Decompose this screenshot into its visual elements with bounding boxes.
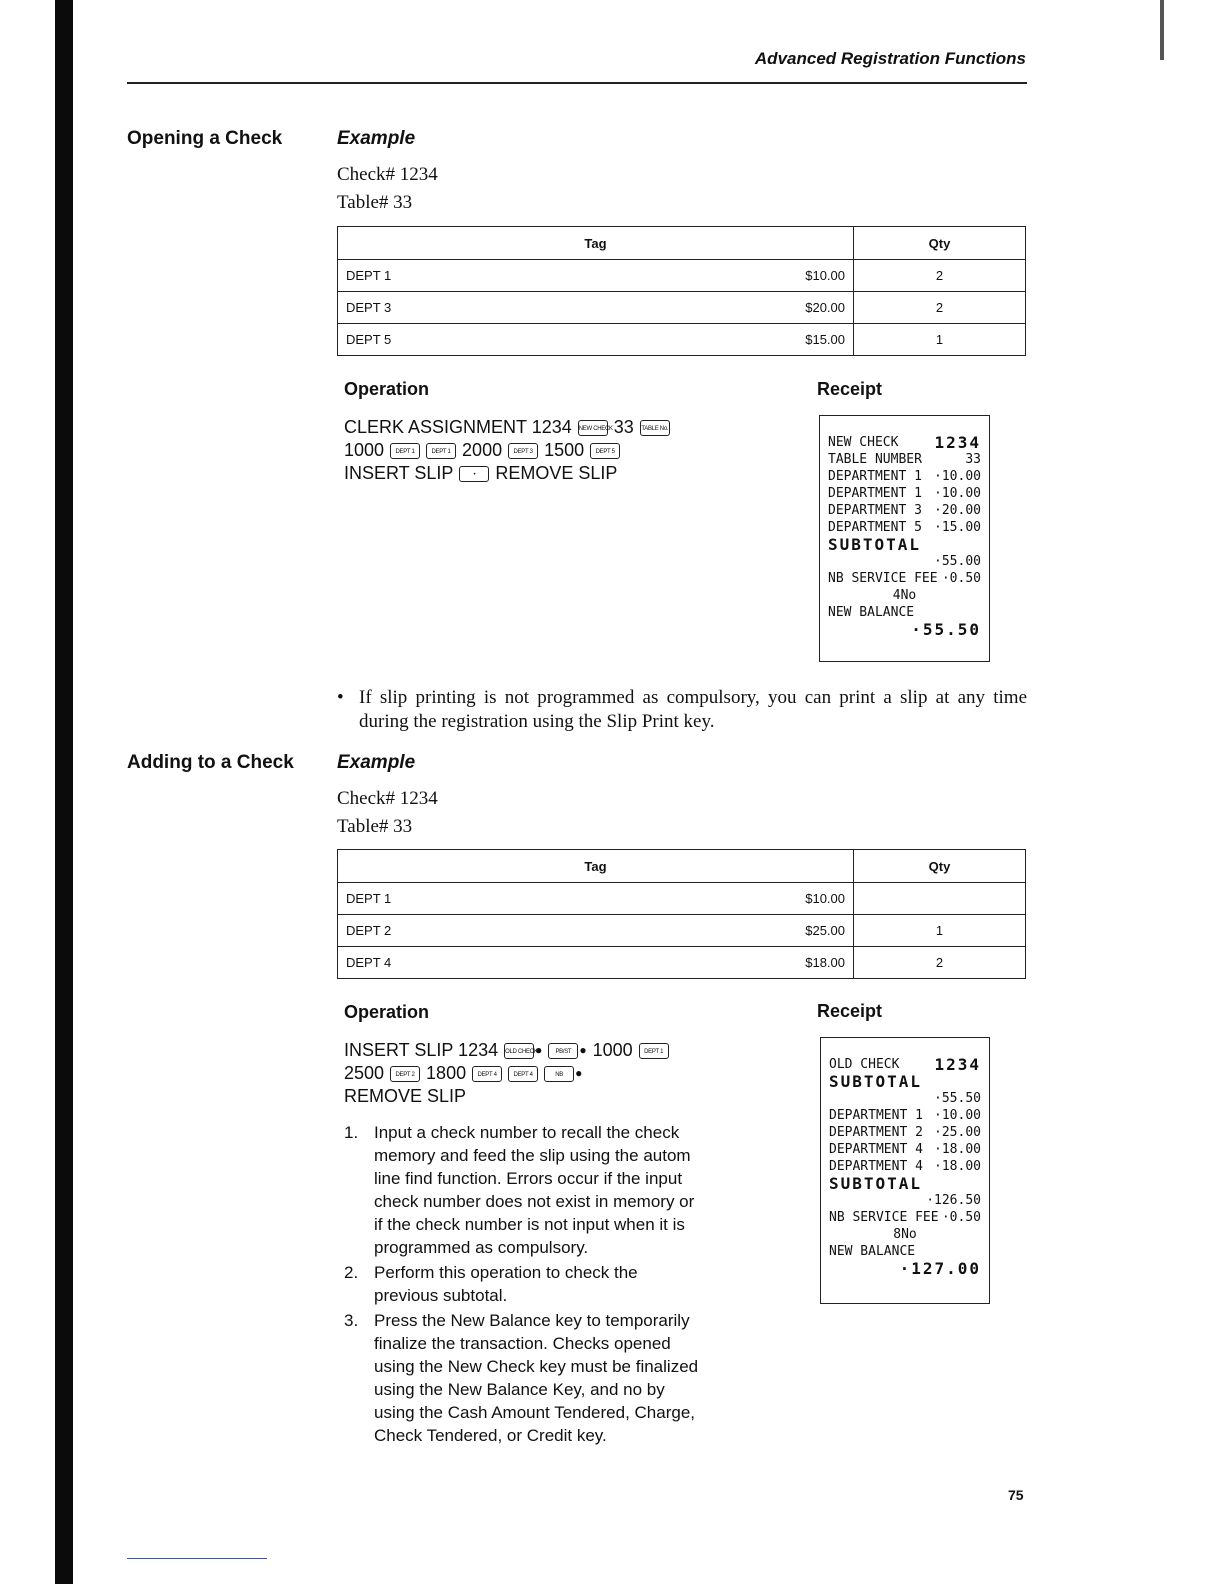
receipt-2: OLD CHECK 1234 SUBTOTAL ·55.50 DEPARTMENT 1 ·10.00 DEPARTMENT 2 ·25.00 DEPARTMENT 4 ·18.00 DEPARTMENT 4 ·18.00 SUBTOTAL ·126.50 NB SERVICE FEE ·0.50 8No NEW BALANCE ·127.00 [820,1037,990,1304]
table-no-key: TABLE No. [640,420,670,436]
receipt-heading: Receipt [817,379,883,399]
check-number-line: Check# 1234 [337,164,438,185]
qty-column-header: Qty [928,235,951,251]
old-check-key: OLD CHECK [504,1043,534,1059]
dept-cell: DEPT 1 [346,891,392,906]
list-item: 1. Input a check number to recall the check memory and feed the slip using the autom line find function. Errors occur if the input check number does not exist in memory or if the check number is not input when it is programmed as compulsory. [344,1123,695,1257]
dept-key: DEPT 1 [426,443,456,459]
qty-cell: 2 [935,955,944,970]
dept-cell: DEPT 1 [346,268,392,283]
qty-cell: 2 [935,268,944,283]
dept-key: DEPT 5 [590,443,620,459]
pb-st-key: PB/ST [548,1043,578,1059]
dept-cell: DEPT 3 [346,300,392,315]
qty-column-header: Qty [928,858,951,874]
table-number-line: Table# 33 [337,192,413,213]
operation-sequence: INSERT SLIP 1234 OLD CHECK ● PB/ST ● 1000 DEPT 1 2500 DEPT 2 1800 DEPT 4 DEPT 4 NB ● REMOVE SLIP [344,1039,669,1108]
table-row [338,291,1025,323]
page-number: 75 [1008,1487,1024,1503]
operation-heading: Operation [344,1002,430,1022]
dept-key: DEPT 1 [639,1043,669,1059]
qty-cell [854,883,1025,914]
list-item: 2. Perform this operation to check the previous subtotal. [344,1263,638,1305]
receipt-1: NEW CHECK 1234 TABLE NUMBER 33 DEPARTMENT 1 ·10.00 DEPARTMENT 1 ·10.00 DEPARTMENT 3 ·20.00 DEPARTMENT 5 ·15.00 SUBTOTAL ·55.00 NB SERVICE FEE ·0.50 4No NEW BALANCE ·55.50 [819,415,990,662]
price-cell: $20.00 [805,300,845,315]
price-cell: $10.00 [805,891,845,906]
binding-edge [55,0,73,1584]
new-balance-key: NB [544,1066,574,1082]
operation-sequence: CLERK ASSIGNMENT 1234 NEW CHECK 33 TABLE No. 1000 DEPT 1 DEPT 1 2000 DEPT 3 1500 DEPT 5 INSERT SLIP • REMOVE SLIP [344,417,669,483]
table-row [338,914,1025,946]
receipt-heading: Receipt [817,1001,883,1021]
qty-cell: 2 [935,300,944,315]
dept-key: DEPT 3 [508,443,538,459]
list-item: 3. Press the New Balance key to temporarily finalize the transaction. Checks opened using the New Check key must be finalized using the New Balance Key, and no by using the Cash Amount Tendered, Charge, Check Tendered, or Credit key. [344,1311,699,1445]
table-row [338,882,1025,914]
section-heading-opening-check: Opening a Check [127,128,283,149]
tag-column-header: Tag [338,850,854,882]
dept-key: DEPT 4 [508,1066,538,1082]
qty-cell: 1 [935,332,944,347]
operation-heading: Operation [344,379,430,399]
table-row [338,259,1025,291]
table-row [338,946,1025,978]
slip-print-note: • If slip printing is not programmed as compulsory, you can print a slip at any time during the registration using the Slip Print key. [337,687,1027,732]
check-number-line: Check# 1234 [337,788,438,809]
tag-table [337,849,1026,979]
page-corner-mark [1160,0,1164,60]
price-cell: $25.00 [805,923,845,938]
tag-table [337,226,1026,356]
example-label: Example [337,128,416,149]
table-row [338,323,1025,355]
section-heading-adding-check: Adding to a Check [127,752,294,773]
dept-key: DEPT 1 [390,443,420,459]
notes-list [344,1121,704,1449]
header-rule [127,82,1027,84]
table-number-line: Table# 33 [337,816,413,837]
slip-print-key: • [459,466,489,482]
dept-cell: DEPT 5 [346,332,392,347]
table-header-row [338,227,1025,259]
price-cell: $15.00 [805,332,845,347]
dept-cell: DEPT 4 [346,955,392,970]
qty-cell: 1 [935,923,944,938]
table-header-row [338,850,1025,882]
footer-rule [127,1558,267,1559]
dept-cell: DEPT 2 [346,923,392,938]
tag-column-header: Tag [338,227,854,259]
price-cell: $10.00 [805,268,845,283]
example-label: Example [337,752,416,773]
price-cell: $18.00 [805,955,845,970]
dept-key: DEPT 4 [472,1066,502,1082]
dept-key: DEPT 2 [390,1066,420,1082]
running-header: Advanced Registration Functions [754,49,1026,68]
new-check-key: NEW CHECK [578,420,608,436]
